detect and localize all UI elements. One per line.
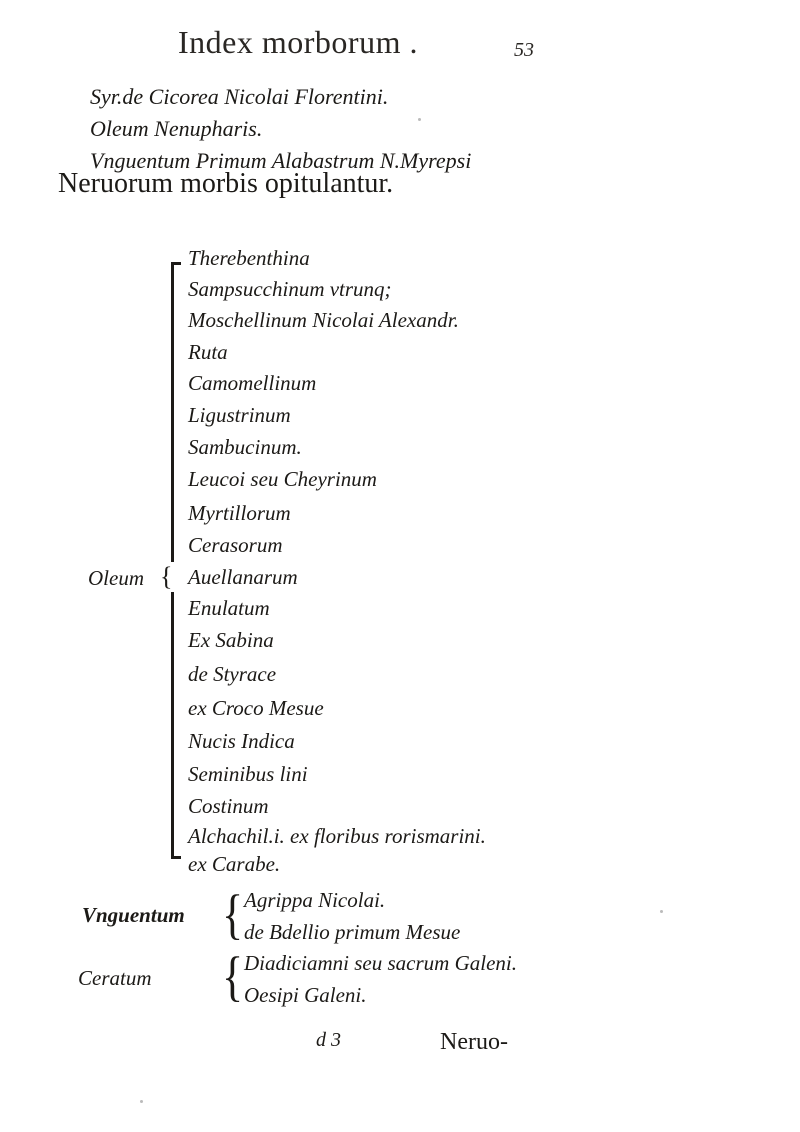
brace-bottom — [171, 856, 181, 859]
oleum-item: Ligustrinum — [188, 403, 291, 427]
oleum-item: Sambucinum. — [188, 435, 302, 459]
ceratum-brace: { — [222, 945, 244, 1007]
oleum-item: ex Carabe. — [188, 852, 281, 876]
running-header: Index morborum . — [178, 24, 418, 60]
oleum-item: Ex Sabina — [188, 628, 274, 652]
section-heading: Neruorum morbis opitulantur. — [58, 168, 394, 199]
oleum-item: de Styrace — [188, 662, 277, 686]
catchword: Neruo- — [440, 1029, 508, 1055]
oleum-item: Leucoi seu Cheyrinum — [188, 467, 377, 491]
unguentum-item: de Bdellio primum Mesue — [244, 920, 461, 944]
signature-mark: d 3 — [316, 1029, 341, 1051]
text-line-3: Vnguentum Primum Alabastrum N.Myrepsi — [90, 148, 472, 173]
unguentum-label: Vnguentum — [82, 903, 185, 927]
oleum-item: Ruta — [188, 340, 228, 364]
unguentum-brace: { — [222, 883, 244, 945]
oleum-item: Auellanarum — [188, 565, 298, 589]
page-number: 53 — [514, 39, 534, 61]
brace-lower — [171, 592, 174, 858]
oleum-item: Costinum — [188, 794, 269, 818]
brace-point: { — [160, 562, 173, 591]
ceratum-item: Diadiciamni seu sacrum Galeni. — [244, 951, 517, 975]
oleum-item: Enulatum — [188, 596, 270, 620]
oleum-label: Oleum — [88, 566, 144, 590]
oleum-item: ex Croco Mesue — [188, 696, 324, 720]
ceratum-item: Oesipi Galeni. — [244, 983, 367, 1007]
oleum-item: Moschellinum Nicolai Alexandr. — [188, 308, 459, 332]
paper-speck — [660, 910, 663, 913]
unguentum-item: Agrippa Nicolai. — [244, 888, 386, 912]
oleum-item: Nucis Indica — [188, 729, 295, 753]
oleum-item: Therebenthina — [188, 246, 310, 270]
brace-upper — [171, 262, 174, 562]
oleum-item: Seminibus lini — [188, 762, 308, 786]
paper-speck — [140, 1100, 143, 1103]
oleum-item: Camomellinum — [188, 371, 317, 395]
ceratum-label: Ceratum — [78, 966, 152, 990]
paper-speck — [418, 118, 421, 121]
text-line-2: Oleum Nenupharis. — [90, 116, 263, 141]
oleum-item: Cerasorum — [188, 533, 283, 557]
oleum-item: Sampsucchinum vtrunq; — [188, 277, 392, 301]
text-line-1: Syr.de Cicorea Nicolai Florentini. — [90, 84, 389, 109]
oleum-item: Alchachil.i. ex floribus rorismarini. — [188, 824, 486, 848]
oleum-item: Myrtillorum — [188, 501, 291, 525]
